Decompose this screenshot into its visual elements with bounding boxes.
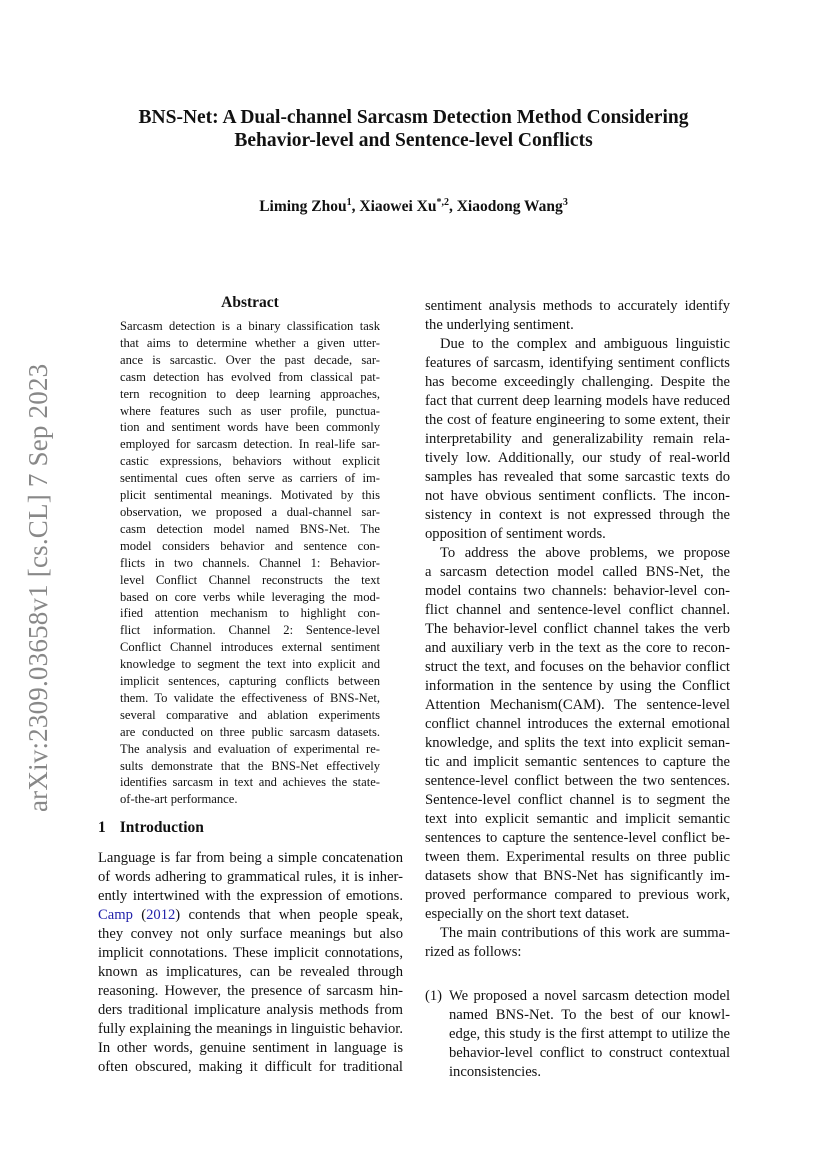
text-line: sentiment analysis methods to accurately identify (425, 298, 730, 314)
text-line: sentence-level conflict between the two sentences. (425, 773, 730, 789)
section-heading (98, 818, 204, 837)
text-line: Attention Mechanism(CAM). The sentence-level (425, 697, 730, 713)
text-line: struct the text, and focuses on the behavior conflict (425, 659, 730, 675)
text-line: sentences to capture the sentence-level conflict be- (425, 830, 730, 846)
text-line: sults demonstrate that the BNS-Net effectively (120, 758, 380, 773)
text-line: Sarcasm detection is a binary classification task (120, 319, 380, 333)
list-item (425, 987, 730, 1082)
text-line: datasets show that BNS-Net has significantly im- (425, 868, 730, 884)
text-line: behavior-level conflict to construct contextual (449, 1045, 730, 1061)
text-line: The analysis and evaluation of experimental re- (120, 741, 380, 756)
text-line: tween them. Experimental results on three public (425, 849, 730, 865)
paper-title (0, 106, 827, 152)
text-line: not have obvious sentiment conflicts. The incon- (425, 488, 730, 504)
text-line: In other words, genuine sentiment in language is (98, 1040, 403, 1056)
text-line: based on core verbs while leveraging the mod- (120, 589, 380, 604)
list-item-label: (1) (425, 988, 443, 1004)
text-line: employed for sarcasm detection. In real-life sar- (120, 437, 380, 452)
text-line: a sarcasm detection model called BNS-Net, the (425, 564, 730, 580)
author-affiliation: 1 (346, 197, 352, 208)
section-title: Introduction (119, 819, 204, 836)
text-line: ently intertwined with the expression of emotions. (98, 888, 403, 904)
text-line: knowledge to segment the text into explicit and (120, 657, 380, 672)
text-line: flict channel and sentence-level conflict channel. (425, 602, 730, 618)
text-line: of-the-art performance. (120, 792, 238, 807)
text-line: sistency in context is not expressed through the (425, 507, 730, 523)
text-line: interpretability and generalizability remain rela- (425, 431, 730, 447)
text-line: are conducted on three public sarcasm datasets. (120, 724, 380, 739)
author-name: Xiaodong Wang (456, 198, 563, 216)
text-line: model contains two channels: behavior-level con- (425, 583, 730, 599)
text-line: ders traditional implicature analysis methods from (98, 1002, 403, 1018)
citation-year-link[interactable]: 2012 (146, 907, 176, 923)
text-line: the underlying sentiment. (425, 317, 574, 333)
text-line: flicts in two channels. Channel 1: Behavior- (120, 555, 380, 570)
text-line: inconsistencies. (449, 1064, 542, 1080)
text-line: that aims to determine whether a given utter- (120, 335, 380, 350)
text-line: tively low. Additionally, our study of real-world (425, 450, 730, 466)
intro-right-column (425, 297, 730, 962)
author-affiliation: 3 (562, 197, 568, 208)
text-line: Conflict Channel introduces external sentiment (120, 640, 380, 655)
text-line: especially on the short text dataset. (425, 906, 630, 922)
paragraph (425, 924, 730, 962)
text-line: conflict channel introduces the external emotional (425, 716, 730, 732)
text-line: reasoning. However, the presence of sarcasm hin- (98, 983, 403, 999)
text-line: observation, we proposed a dual-channel sar- (120, 504, 380, 519)
text-line: tion and sentiment words have been commonly (120, 420, 380, 435)
text-line: them. To validate the effectiveness of BNS-Net, (120, 690, 380, 705)
text-line: We proposed a novel sarcasm detection model (449, 988, 730, 1004)
text-line: several comparative and ablation experiments (120, 707, 380, 722)
text-line: proved performance compared to previous work, (425, 887, 730, 903)
text-line: fully explaining the meanings in linguistic behavior. (98, 1021, 403, 1037)
text-line: ified attention mechanism to highlight con- (120, 606, 380, 621)
text-line: castic expressions, behaviors without explicit (120, 454, 380, 469)
text-line: rized as follows: (425, 944, 522, 960)
text-line: opposition of sentiment words. (425, 526, 606, 542)
author-name: Liming Zhou (259, 198, 347, 216)
text-line: features of sarcasm, identifying sentiment conflicts (425, 355, 730, 371)
title-line: Behavior-level and Sentence-level Conflicts (234, 130, 593, 151)
text-line: The main contributions of this work are summa- (440, 925, 730, 941)
list-item-body (449, 987, 730, 1082)
text-line: model considers behavior and sentence con- (120, 538, 380, 553)
text-line: Due to the complex and ambiguous linguistic (440, 336, 730, 352)
text-line: text into explicit semantic and implicit semantic (425, 811, 730, 827)
text-line: knowledge, and splits the text into explicit seman- (425, 735, 730, 751)
text-line: known as implicatures, can be revealed through (98, 964, 403, 980)
text-line: plicit sentimental meanings. Motivated by this (120, 488, 380, 503)
text-line: fact that current deep learning models have reduced (425, 393, 730, 409)
author-list: Liming Zhou$^1$, Xiaowei $Xu^{*,2}$, Xiaodong Wang$^3$ (259, 197, 568, 216)
text-line: named BNS-Net. To the best of our knowl- (449, 1007, 730, 1023)
arxiv-identifier: arXiv:2309.03658v1 [cs.CL] 7 Sep 2023 (23, 363, 53, 812)
text-line: ance is sarcastic. Over the past decade, sar- (120, 352, 380, 367)
text-line: Language is far from being a simple concatenation (98, 850, 403, 866)
text-line: tern recognition to deep learning approaches, (120, 386, 380, 401)
text-line: To address the above problems, we propose (440, 545, 730, 561)
text-line: casm detection model named BNS-Net. The (120, 521, 380, 536)
section-number: 1 (98, 819, 106, 836)
text-line: flict information. Channel 2: Sentence-level (120, 623, 380, 638)
text-line: implicit sentences, capturing conflicts between (120, 674, 380, 689)
paragraph (425, 544, 730, 924)
title-line: BNS-Net: A Dual-channel Sarcasm Detection Method Considering (138, 107, 689, 128)
text-line: has become exceedingly challenging. Despite the (425, 374, 730, 390)
text-line: samples has revealed that some sarcastic texts do (425, 469, 730, 485)
contributions-list (425, 987, 730, 1082)
author-affiliation: *,2 (436, 197, 449, 208)
text-line: tic and implicit semantic sentences to capture the (425, 754, 730, 770)
text-fragment: ) contends that when people speak, (175, 907, 403, 923)
text-line: of words adhering to grammatical rules, it is inher- (98, 869, 403, 885)
text-line: they convey not only surface meanings but also (98, 926, 403, 942)
text-line: casm detection has evolved from classical pat- (120, 369, 380, 384)
text-line: where features such as user profile, punctua- (120, 403, 380, 418)
text-line: Camp (2012) contends that when people speak, (98, 907, 403, 923)
abstract-heading: Abstract (221, 294, 279, 311)
author-name: Xiaowei Xu (359, 198, 437, 216)
intro-left-column (98, 849, 403, 1077)
text-line: the cost of feature engineering to some extent, their (425, 412, 730, 428)
text-line: often obscured, making it difficult for traditional (98, 1059, 403, 1075)
paragraph (425, 335, 730, 544)
text-line: information in the sentence by using the Conflict (425, 678, 730, 694)
text-line: and auxiliary verb in the text as the core to recon- (425, 640, 730, 656)
text-line: sentimental cues often serve as carriers of im- (120, 471, 380, 486)
text-line: implicit connotations. These implicit connotations, (98, 945, 403, 961)
text-line: Sentence-level conflict channel is to segment the (425, 792, 730, 808)
citation-link[interactable]: Camp (98, 907, 133, 923)
paragraph (425, 297, 730, 335)
text-line: level Conflict Channel reconstructs the text (120, 572, 380, 587)
text-line: The behavior-level conflict channel takes the verb (425, 621, 730, 637)
text-line: edge, this study is the first attempt to utilize the (449, 1026, 730, 1042)
abstract-body (120, 318, 380, 808)
text-line: identifies sarcasm in text and achieves the state- (120, 775, 380, 790)
